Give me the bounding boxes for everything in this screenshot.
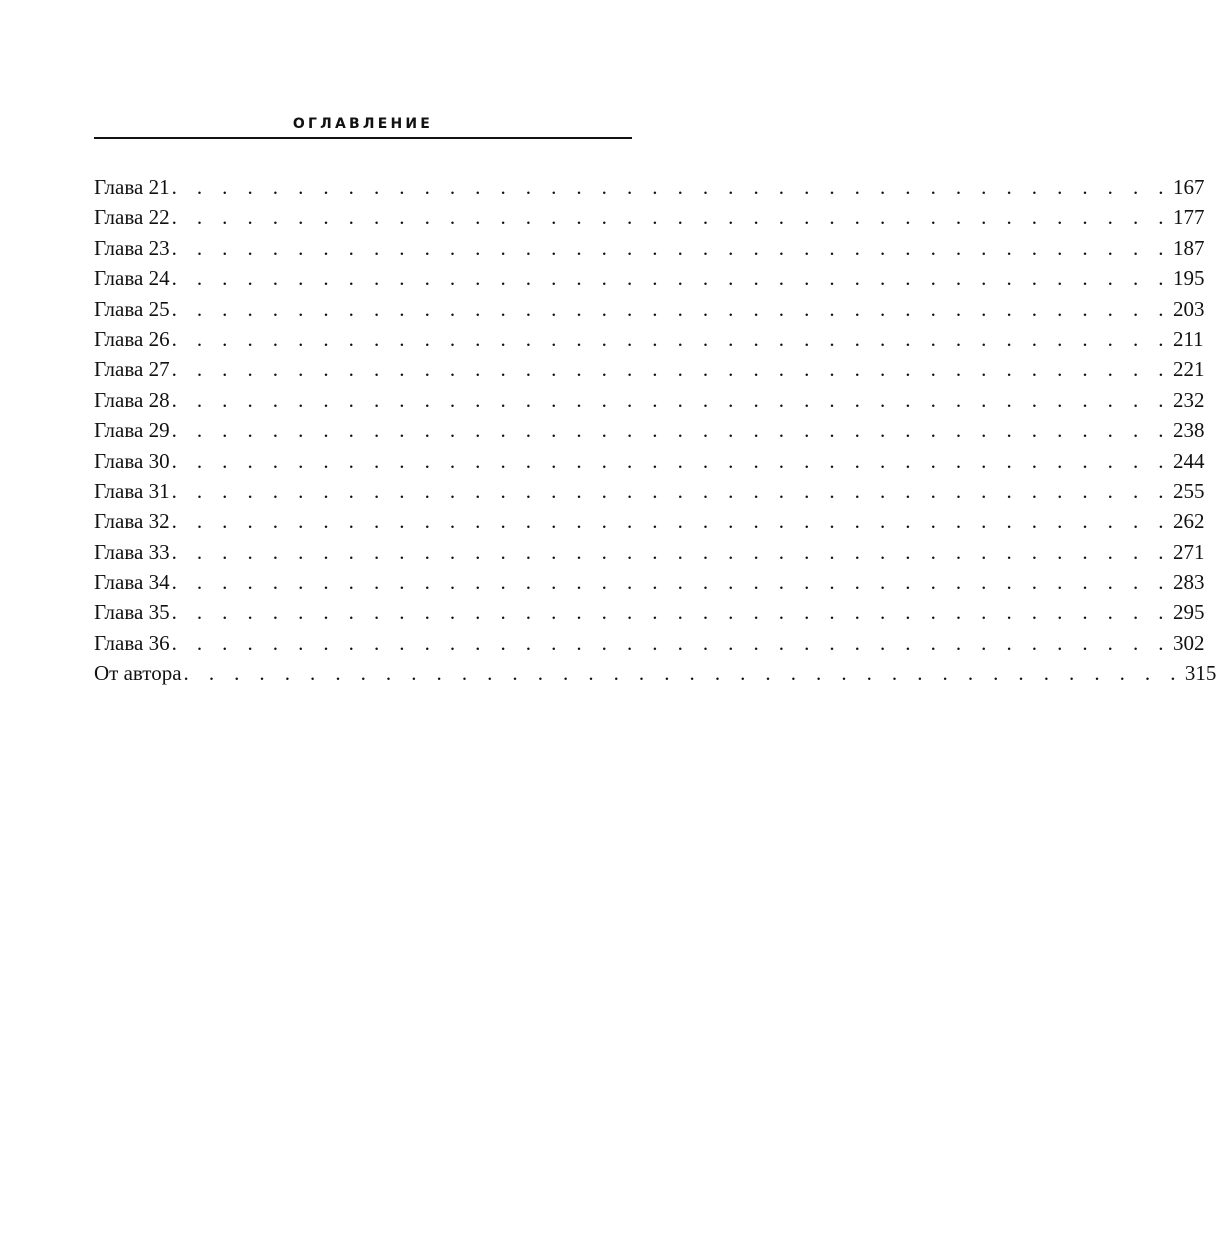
toc-entry xyxy=(94,325,1204,355)
toc-dot-leader: . . . . . . . . . . . . . . . . . . . . . . . . . . . . . . . . . . . . . . . . xyxy=(171,539,1171,564)
toc-dot-leader: . . . . . . . . . . . . . . . . . . . . . . . . . . . . . . . . . . . . . . . . xyxy=(171,357,1171,382)
toc-dot-leader: . . . . . . . . . . . . . . . . . . . . . . . . . . . . . . . . . . . . . . . . xyxy=(171,630,1171,655)
toc-entry xyxy=(94,203,1205,233)
toc-entry xyxy=(94,629,1205,659)
toc-entry-title: Глава 32 xyxy=(94,509,170,534)
toc-entry xyxy=(94,538,1205,568)
toc-entry-title: Глава 23 xyxy=(94,235,170,260)
toc-entry-title: Глава 35 xyxy=(94,600,170,625)
toc-entry xyxy=(94,447,1205,477)
toc-dot-leader: . . . . . . . . . . . . . . . . . . . . . . . . . . . . . . . . . . . . . . . . xyxy=(171,448,1171,473)
toc-entry xyxy=(94,295,1205,325)
toc-dot-leader: . . . . . . . . . . . . . . . . . . . . . . . . . . . . . . . . . . . . . . . . xyxy=(171,570,1171,595)
toc-entry-title: От автора xyxy=(94,661,182,686)
toc-dot-leader: . . . . . . . . . . . . . . . . . . . . . . . . . . . . . . . . . . . . . . . . xyxy=(183,661,1183,686)
toc-entry xyxy=(94,659,1216,689)
toc-entry-title: Глава 31 xyxy=(94,478,170,503)
toc-page-number: 167 xyxy=(1172,175,1205,199)
toc-entry xyxy=(94,477,1205,507)
table-of-contents xyxy=(94,173,1216,690)
toc-entry xyxy=(94,598,1205,628)
toc-entry xyxy=(94,355,1205,385)
toc-dot-leader: . . . . . . . . . . . . . . . . . . . . . . . . . . . . . . . . . . . . . . . . xyxy=(171,296,1171,321)
toc-page-number: 244 xyxy=(1172,448,1205,473)
toc-page-number: 302 xyxy=(1172,630,1205,655)
toc-entry-title: Глава 34 xyxy=(94,570,170,595)
toc-page-number: 221 xyxy=(1172,357,1205,382)
toc-entry xyxy=(94,568,1205,598)
toc-entry-title: Глава 30 xyxy=(94,448,170,473)
toc-entry-title: Глава 36 xyxy=(94,630,170,655)
toc-dot-leader: . . . . . . . . . . . . . . . . . . . . . . . . . . . . . . . . . . . . . . . . xyxy=(171,266,1171,291)
toc-entry xyxy=(94,386,1205,416)
toc-page-number: 211 xyxy=(1172,326,1204,351)
toc-entry-title: Глава 25 xyxy=(94,296,170,321)
toc-entry xyxy=(94,507,1205,537)
toc-page-number: 232 xyxy=(1172,387,1205,412)
toc-entry-title: Глава 24 xyxy=(94,266,170,291)
toc-page-number: 177 xyxy=(1172,205,1205,230)
toc-entry-title: Глава 21 xyxy=(94,175,170,199)
toc-dot-leader: . . . . . . . . . . . . . . . . . . . . . . . . . . . . . . . . . . . . . . . . xyxy=(171,418,1171,443)
toc-entry-title: Глава 22 xyxy=(94,205,170,230)
toc-entry-title: Глава 26 xyxy=(94,326,170,351)
page-title: ОГЛАВЛЕНИЕ xyxy=(292,116,434,132)
toc-page-number: 271 xyxy=(1172,539,1205,564)
toc-dot-leader: . . . . . . . . . . . . . . . . . . . . . . . . . . . . . . . . . . . . . . . . xyxy=(171,509,1171,534)
toc-page-number: 295 xyxy=(1172,600,1205,625)
toc-dot-leader: . . . . . . . . . . . . . . . . . . . . . . . . . . . . . . . . . . . . . . . . xyxy=(171,235,1171,260)
toc-entry xyxy=(94,234,1205,264)
header-rule xyxy=(94,137,632,139)
toc-entry-title: Глава 27 xyxy=(94,357,170,382)
toc-page-number: 255 xyxy=(1172,478,1205,503)
toc-entry-title: Глава 28 xyxy=(94,387,170,412)
toc-dot-leader: . . . . . . . . . . . . . . . . . . . . . . . . . . . . . . . . . . . . . . . . xyxy=(171,205,1171,230)
toc-page-number: 187 xyxy=(1172,235,1205,260)
toc-dot-leader: . . . . . . . . . . . . . . . . . . . . . . . . . . . . . . . . . . . . . . . . xyxy=(171,387,1171,412)
toc-dot-leader: . . . . . . . . . . . . . . . . . . . . . . . . . . . . . . . . . . . . . . . . xyxy=(171,478,1171,503)
toc-page-number: 203 xyxy=(1172,296,1205,321)
toc-entry-title: Глава 29 xyxy=(94,418,170,443)
toc-dot-leader: . . . . . . . . . . . . . . . . . . . . . . . . . . . . . . . . . . . . . . . . xyxy=(171,600,1171,625)
toc-dot-leader: . . . . . . . . . . . . . . . . . . . . . . . . . . . . . . . . . . . . . . . . xyxy=(171,326,1171,351)
toc-entry xyxy=(94,173,1205,203)
toc-page-number: 262 xyxy=(1172,509,1205,534)
toc-page-number: 195 xyxy=(1172,266,1205,291)
toc-page-number: 283 xyxy=(1172,570,1205,595)
toc-entry xyxy=(94,416,1205,446)
toc-page-number: 315 xyxy=(1184,661,1216,686)
toc-entry xyxy=(94,264,1205,294)
toc-page-number: 238 xyxy=(1172,418,1205,443)
toc-entry-title: Глава 33 xyxy=(94,539,170,564)
toc-dot-leader: . . . . . . . . . . . . . . . . . . . . . . . . . . . . . . . . . . . . . . . . xyxy=(171,175,1171,199)
